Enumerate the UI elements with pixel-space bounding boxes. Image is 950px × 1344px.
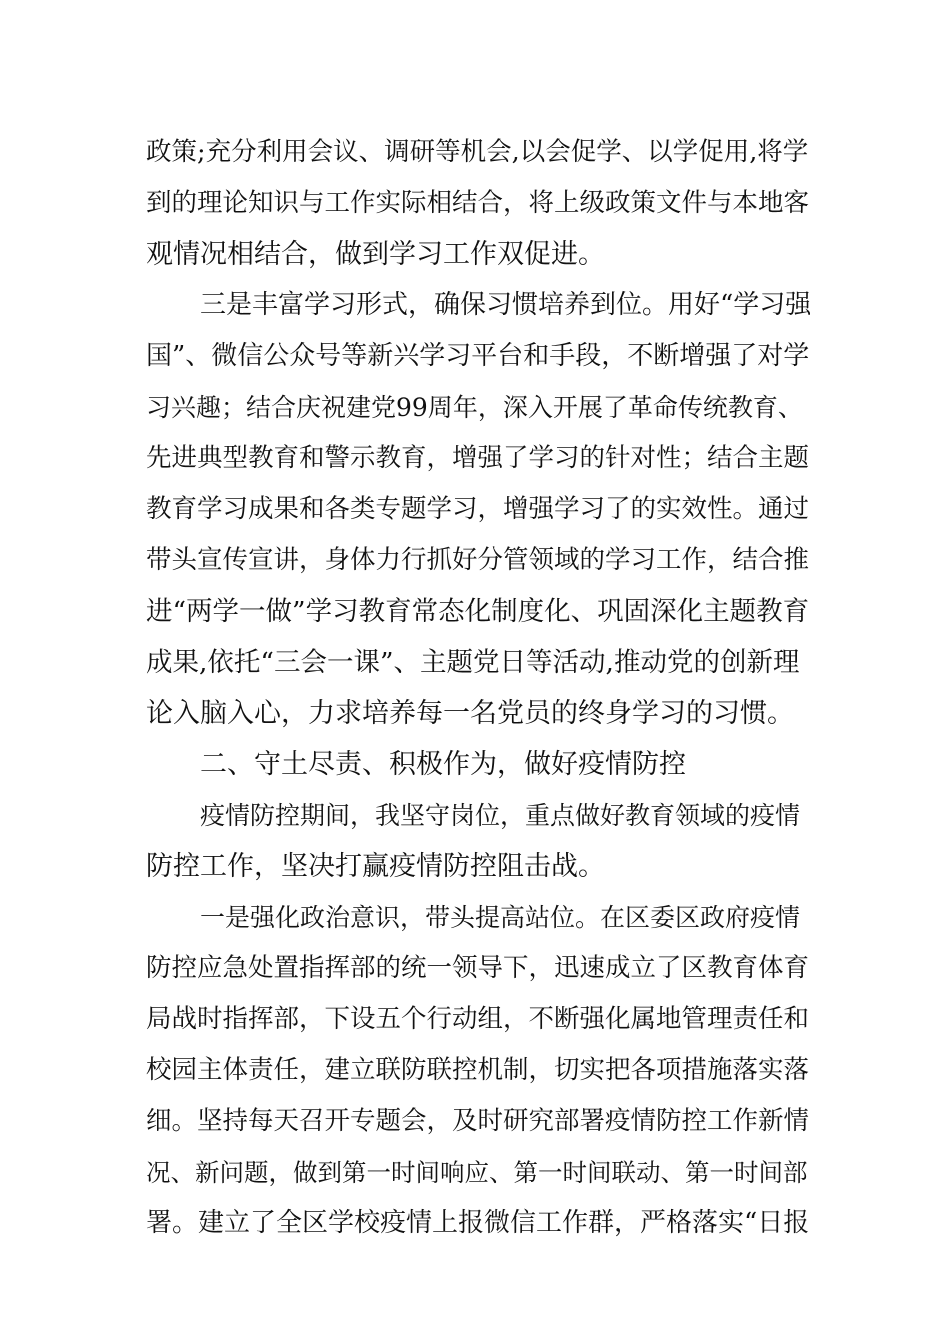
text-line: 署。建立了全区学校疫情上报微信工作群，严格落实“日报 — [146, 1208, 810, 1238]
paragraph-first-line: 疫情防控期间，我坚守岗位，重点做好教育领域的疫情 — [200, 801, 801, 830]
text-line: 局战时指挥部，下设五个行动组，不断强化属地管理责任和 — [146, 1004, 810, 1034]
text-line: 教育学习成果和各类专题学习，增强学习了的实效性。通过 — [146, 494, 810, 524]
text-line: 校园主体责任，建立联防联控机制，切实把各项措施落实落 — [146, 1055, 810, 1085]
text-line: 防控工作，坚决打赢疫情防控阻击战。 — [146, 851, 605, 882]
paragraph-first-line: 三是丰富学习形式，确保习惯培养到位。用好“学习强 — [200, 290, 812, 320]
text-line: 政策;充分利用会议、调研等机会,以会促学、以学促用,将学 — [146, 137, 809, 167]
document-body — [146, 127, 810, 1249]
text-line: 论入脑入心，力求培养每一名党员的终身学习的习惯。 — [146, 698, 794, 729]
text-line: 先进典型教育和警示教育，增强了学习的针对性；结合主题 — [146, 443, 810, 473]
text-line: 进“两学一做”学习教育常态化制度化、巩固深化主题教育 — [146, 596, 810, 627]
text-line: 观情况相结合，做到学习工作双促进。 — [146, 239, 605, 270]
text-line: 国”、微信公众号等新兴学习平台和手段，不断增强了对学 — [146, 341, 810, 371]
text-line: 细。坚持每天召开专题会，及时研究部署疫情防控工作新情 — [146, 1106, 810, 1136]
section-heading: 二、守土尽责、积极作为，做好疫情防控 — [200, 749, 686, 780]
text-line: 防控应急处置指挥部的统一领导下，迅速成立了区教育体育 — [146, 953, 810, 983]
paragraph-first-line: 一是强化政治意识，带头提高站位。在区委区政府疫情 — [200, 903, 801, 932]
text-line: 习兴趣；结合庆祝建党99周年，深入开展了革命传统教育、 — [146, 393, 803, 422]
text-line: 带头宣传宣讲，身体力行抓好分管领域的学习工作，结合推 — [146, 545, 810, 575]
text-line: 到的理论知识与工作实际相结合，将上级政策文件与本地客 — [146, 188, 810, 218]
text-line: 成果,依托“三会一课”、主题党日等活动,推动党的创新理 — [146, 647, 800, 678]
text-line: 况、新问题，做到第一时间响应、第一时间联动、第一时间部 — [146, 1158, 808, 1187]
